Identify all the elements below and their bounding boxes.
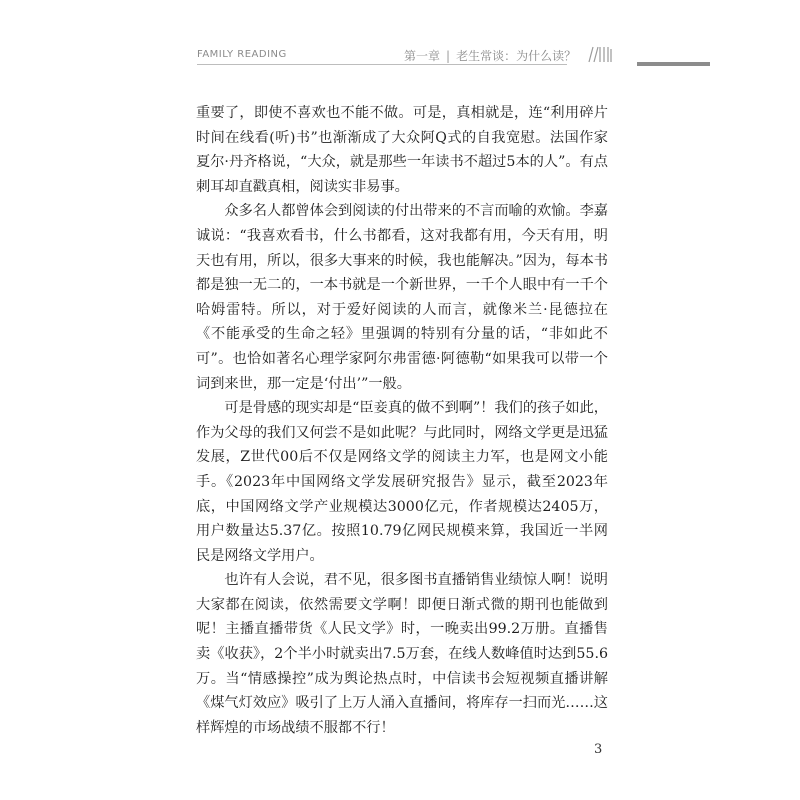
page-number: 3 xyxy=(594,742,603,757)
paragraph: 众多名人都曾体会到阅读的付出带来的不言而喻的欢愉。李嘉诚说：“我喜欢看书，什么书都看，这对我都有用，今天有用，明天也有用，所以，很多大事来的时候，我也能解决。”因为，每本书都是独一无二的，一本书就是一个新世界，一千个人眼中有一千个哈姆雷特。所以，对于爱好阅读的人而言，就像米兰·昆德拉在《不能承受的生命之轻》里强调的特别有分量的话，“非如此不可”。也恰如著名心理学家阿尔弗雷德·阿德勒“如果我可以带一个词到来世，那一定是‘付出’”一般。 xyxy=(196,203,608,392)
body-text xyxy=(196,101,608,740)
bookshelf-icon xyxy=(586,45,614,66)
paragraph: 重要了，即使不喜欢也不能不做。可是，真相就是，连“利用碎片时间在线看(听)书”也渐渐成了大众阿Q式的自我宽慰。法国作家夏尔·丹齐格说，“大众，就是那些一年读书不超过5本的人”。有点刺耳却直戳真相，阅读实非易事。 xyxy=(196,105,608,195)
series-title: FAMILY READING xyxy=(197,49,287,60)
running-header xyxy=(0,0,800,70)
chapter-title: 老生常谈：为什么读？ xyxy=(456,49,577,63)
paragraph: 也许有人会说，君不见，很多图书直播销售业绩惊人啊！说明大家都在阅读，依然需要文学啊！即便日渐式微的期刊也能做到呢！主播直播带货《人民文学》时，一晚卖出99.2万册。直播售卖《收获》，2个半小时就卖出7.5万套，在线人数峰值时达到55.6万。当“情感操控”成为舆论热点时，中信读书会短视频直播讲解《煤气灯效应》吸引了上万人涌入直播间，将库存一扫而光……这样辉煌的市场战绩不服都不行！ xyxy=(196,572,608,736)
paragraph: 可是骨感的现实却是“臣妾真的做不到啊”！我们的孩子如此，作为父母的我们又何尝不是如此呢？与此同时，网络文学更是迅猛发展，Z世代00后不仅是网络文学的阅读主力军，也是网文小能手。《2023年中国网络文学发展研究报告》显示，截至2023年底，中国网络文学产业规模达3000亿元，作者规模达2405万，用户数量达5.37亿。按照10.79亿网民规模来算，我国近一半网民是网络文学用户。 xyxy=(196,400,608,564)
chapter-heading xyxy=(404,45,614,66)
header-separator: | xyxy=(446,48,451,63)
chapter-label: 第一章 xyxy=(404,49,441,63)
header-accent-bar xyxy=(637,62,710,66)
